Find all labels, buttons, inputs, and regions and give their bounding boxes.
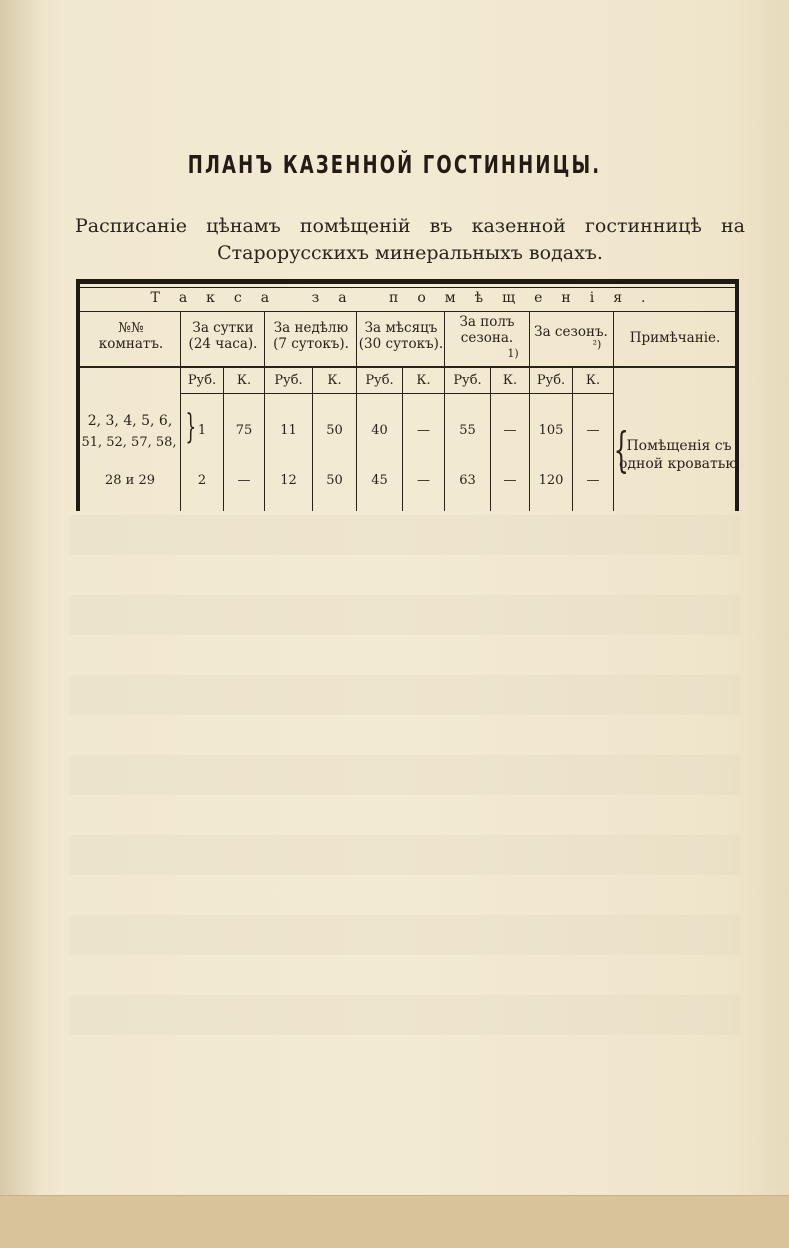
unit-kop-season: К.	[585, 373, 601, 388]
header-season: За сезонъ.	[534, 324, 608, 340]
row1-season-rub: 105	[538, 423, 564, 438]
row1-half-kop: —	[503, 423, 517, 438]
remark-line2: одной кроватью	[619, 456, 738, 472]
unit-rub-season: Руб.	[536, 373, 566, 388]
document-subtitle: Расписаніе цѣнамъ помѣщеній въ казенной гостинницѣ на Старорусскихъ минеральныхъ водахъ.	[75, 215, 745, 264]
header-season-note: ²)	[592, 338, 602, 351]
header-half-season-note: 1)	[507, 347, 519, 360]
row2-season-kop: —	[586, 473, 600, 488]
rule-below-headers	[80, 366, 735, 368]
row2-rooms: 28 и 29	[104, 473, 155, 488]
sub-divider-month	[402, 367, 403, 511]
unit-rub-half: Руб.	[453, 373, 482, 388]
row1-week-kop: 50	[326, 423, 343, 438]
row1-week-rub: 11	[280, 423, 297, 438]
table-group-header: Такса за помѣщенія.	[150, 290, 665, 306]
row1-rooms-line2: 51, 52, 57, 58,	[81, 435, 177, 450]
row2-half-rub: 63	[459, 473, 476, 488]
row1-month-kop: —	[417, 423, 430, 438]
row2-day-rub: 2	[197, 473, 207, 488]
row2-day-kop: —	[237, 473, 251, 488]
row1-half-rub: 55	[459, 423, 476, 438]
sub-divider-half	[490, 367, 491, 511]
row1-month-rub: 40	[371, 423, 388, 438]
unit-rub-day: Руб.	[187, 373, 217, 388]
unit-kop-month: К.	[416, 373, 431, 388]
page-left-shadow	[0, 0, 42, 1247]
header-day: За сутки (24 часа).	[188, 320, 258, 352]
sub-divider-day	[223, 367, 224, 511]
header-rooms: №№ комнатъ.	[98, 320, 164, 352]
unit-rub-month: Руб.	[365, 373, 394, 388]
unit-rub-week: Руб.	[274, 373, 303, 388]
row1-day-rub: 1	[197, 423, 207, 438]
unit-kop-week: К.	[327, 373, 342, 388]
remark-line1: Помѣщенія съ	[626, 438, 732, 454]
row1-season-kop: —	[586, 423, 600, 438]
remark-brace: {	[613, 422, 629, 478]
unit-kop-half: К.	[502, 373, 518, 388]
sub-divider-season	[572, 367, 573, 511]
header-month: За мѣсяцъ (30 сутокъ).	[358, 320, 444, 352]
row2-month-kop: —	[417, 473, 430, 488]
row2-season-rub: 120	[538, 473, 564, 488]
unit-kop-day: К.	[236, 373, 252, 388]
sub-divider-week	[312, 367, 313, 511]
col-divider-season	[613, 312, 614, 511]
header-half-season: За полъ сезона.	[459, 314, 515, 346]
document-title: ПЛАНЪ КАЗЕННОЙ ГОСТИННИЦЫ.	[187, 150, 602, 179]
header-week: За недѣлю (7 сутокъ).	[273, 320, 349, 352]
rule-below-group	[80, 311, 735, 312]
row2-week-rub: 12	[280, 473, 297, 488]
page-bottom-edge	[0, 1195, 789, 1248]
row2-half-kop: —	[503, 473, 517, 488]
row1-left-brace: }	[185, 407, 197, 447]
row2-month-rub: 45	[371, 473, 388, 488]
row1-day-kop: 75	[235, 423, 253, 438]
rule-below-units	[180, 393, 613, 394]
row1-rooms-line1: 2, 3, 4, 5, 6,	[87, 413, 173, 429]
faded-bleedthrough	[70, 515, 740, 1075]
header-remark: Примѣчаніе.	[629, 330, 721, 346]
table-inner-rule	[80, 287, 735, 288]
row2-week-kop: 50	[326, 473, 343, 488]
